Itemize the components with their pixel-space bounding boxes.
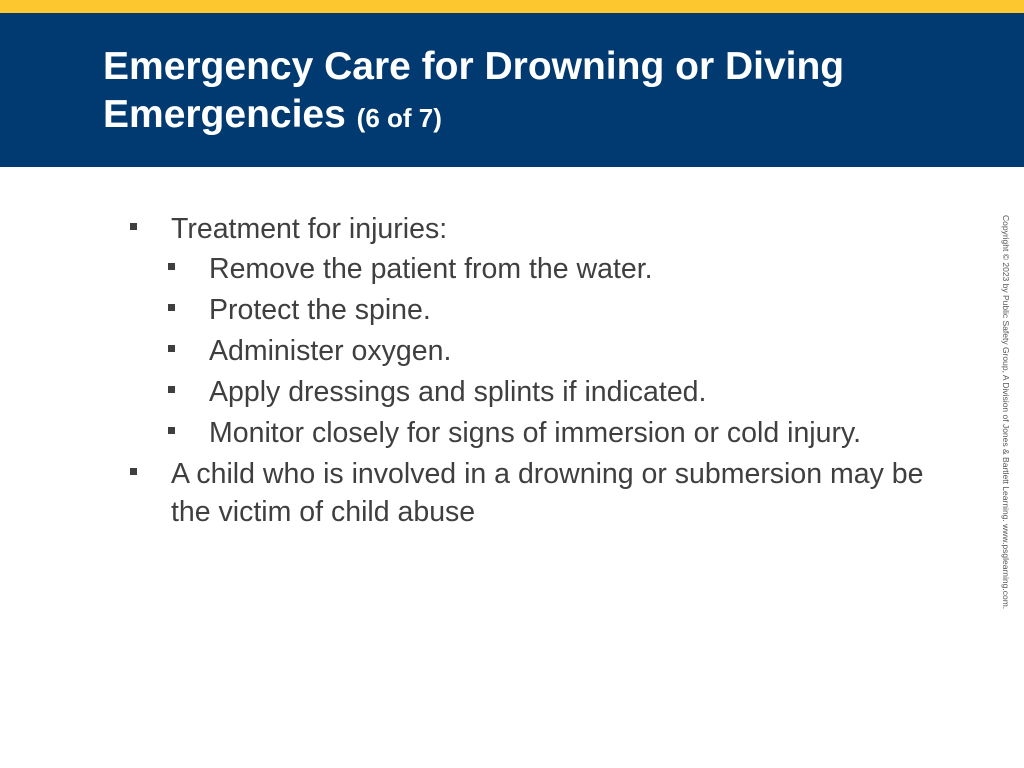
bullet-text: Treatment for injuries: (171, 213, 448, 245)
slide-counter: (6 of 7) (356, 103, 442, 133)
square-bullet-icon (130, 468, 137, 475)
accent-bar (0, 0, 1024, 13)
square-bullet-icon (168, 427, 175, 434)
square-bullet-icon (168, 263, 175, 270)
sub-bullet-item (0, 373, 990, 411)
bullet-item (0, 210, 990, 248)
square-bullet-icon (168, 304, 175, 311)
square-bullet-icon (130, 223, 137, 230)
slide-content (0, 210, 990, 533)
sub-bullet-text: Administer oxygen. (209, 335, 452, 367)
sub-bullet-item (0, 332, 990, 370)
slide-title (103, 43, 963, 142)
bullet-item (0, 455, 990, 531)
slide-title-main: Emergency Care for Drowning or Diving Emergencies (103, 45, 845, 136)
sub-bullet-text: Remove the patient from the water. (209, 253, 653, 285)
square-bullet-icon (168, 386, 175, 393)
sub-bullet-text: Monitor closely for signs of immersion or cold injury. (209, 417, 862, 449)
copyright-notice: Copyright © 2023 by Public Safety Group, A Division of Jones & Bartlett Learning. www.psglearning.com. (1001, 215, 1011, 610)
sub-bullet-text: Apply dressings and splints if indicated. (209, 376, 707, 408)
square-bullet-icon (168, 345, 175, 352)
sub-bullet-item (0, 414, 990, 452)
bullet-list (0, 210, 990, 531)
sub-bullet-item (0, 250, 990, 288)
bullet-text: A child who is involved in a drowning or submersion may be the victim of child abuse (171, 458, 924, 528)
sub-bullet-text: Protect the spine. (209, 294, 431, 326)
sub-bullet-item (0, 291, 990, 329)
